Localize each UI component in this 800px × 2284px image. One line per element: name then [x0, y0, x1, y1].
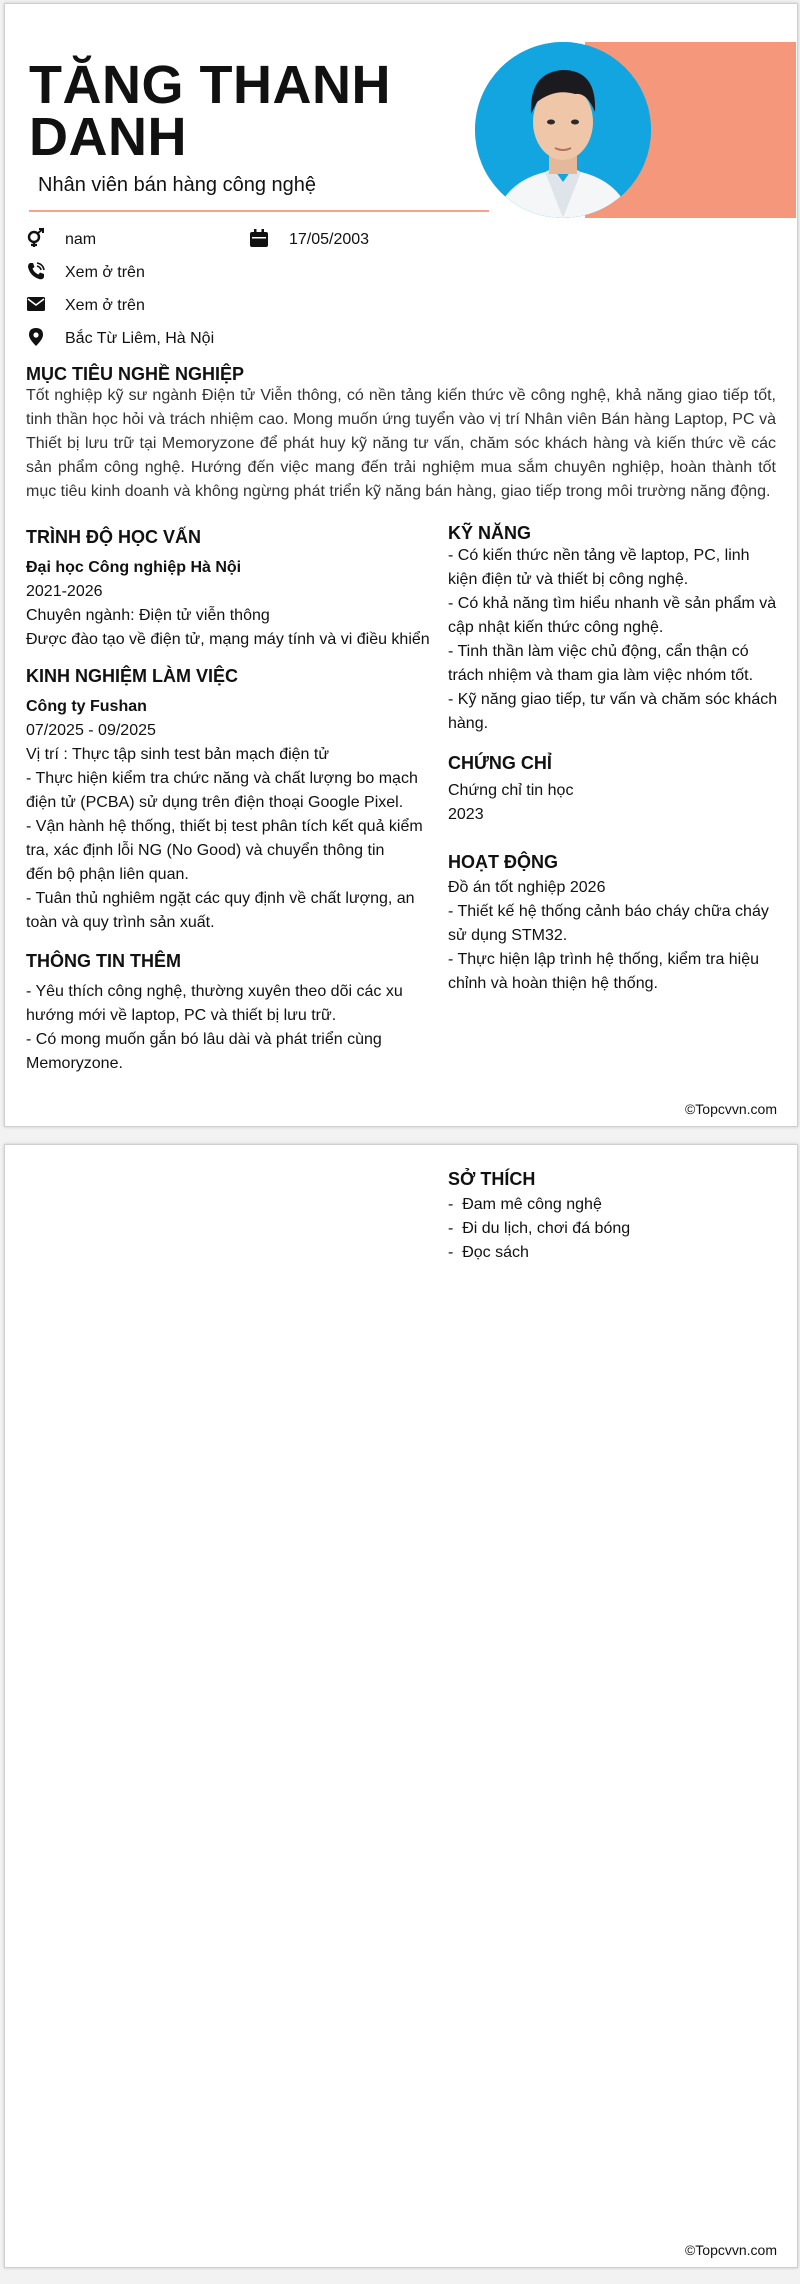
- additional-info-line: hướng mới về laptop, PC và thiết bị lưu trữ.: [26, 1007, 337, 1024]
- address-value: Bắc Từ Liêm, Hà Nội: [65, 330, 215, 347]
- education-period: 2021-2026: [26, 583, 103, 600]
- skills-line: - Tinh thần làm việc chủ động, cẩn thận có: [448, 643, 749, 660]
- experience-line: - Thực hiện kiểm tra chức năng và chất lượng bo mạch: [26, 770, 418, 787]
- location-pin-icon: [26, 327, 46, 347]
- name-line-1: TĂNG THANH: [29, 55, 391, 115]
- activity-line: chỉnh và hoàn thiện hệ thống.: [448, 975, 658, 992]
- experience-line: - Vận hành hệ thống, thiết bị test phân tích kết quả kiểm: [26, 818, 423, 835]
- birthdate-value: 17/05/2003: [289, 231, 370, 248]
- cv-page-2: [4, 1144, 798, 2268]
- cv-page-1: [4, 3, 798, 1127]
- calendar-icon: [249, 228, 269, 248]
- activity-line: sử dụng STM32.: [448, 927, 568, 944]
- certificates-block: [448, 779, 778, 827]
- certificate-name: Chứng chỉ tin học: [448, 782, 574, 799]
- experience-title: KINH NGHIỆM LÀM VIỆC: [26, 666, 239, 686]
- experience-company: Công ty Fushan: [26, 698, 147, 715]
- name-line-2: DANH: [29, 107, 187, 167]
- hobby-item: - Đi du lịch, chơi đá bóng: [448, 1220, 631, 1237]
- hobby-item: - Đam mê công nghệ: [448, 1196, 602, 1213]
- additional-info-title: THÔNG TIN THÊM: [26, 951, 181, 971]
- experience-period: 07/2025 - 09/2025: [26, 722, 156, 739]
- experience-block: [26, 695, 436, 935]
- additional-info-line: - Có mong muốn gắn bó lâu dài và phát triển cùng: [26, 1031, 382, 1048]
- additional-info-line: - Yêu thích công nghệ, thường xuyên theo dõi các xu: [26, 983, 403, 1000]
- skills-line: trách nhiệm và tham gia làm việc nhóm tốt.: [448, 667, 754, 684]
- skills-line: - Kỹ năng giao tiếp, tư vấn và chăm sóc khách: [448, 691, 778, 708]
- candidate-name: [29, 55, 459, 167]
- email-value: Xem ở trên: [65, 297, 145, 314]
- skills-line: hàng.: [448, 715, 489, 732]
- activity-line: Đồ án tốt nghiệp 2026: [448, 879, 606, 896]
- hobbies-title: SỞ THÍCH: [448, 1169, 536, 1189]
- phone-value: Xem ở trên: [65, 264, 145, 281]
- education-description: Được đào tạo về điện tử, mạng máy tính và vi điều khiển: [26, 631, 430, 648]
- skills-title: KỸ NĂNG: [448, 523, 532, 543]
- page-footer-watermark: ©Topcvvn.com: [684, 2242, 777, 2258]
- skills-line: - Có kiến thức nền tảng về laptop, PC, linh: [448, 547, 750, 564]
- additional-info-line: Memoryzone.: [26, 1055, 123, 1072]
- envelope-icon: [26, 294, 46, 314]
- experience-line: tra, xác định lỗi NG (No Good) và chuyển thông tin: [26, 842, 385, 859]
- experience-line: đến bộ phận liên quan.: [26, 866, 189, 883]
- education-school: Đại học Công nghiệp Hà Nội: [26, 559, 242, 576]
- skills-line: cập nhật kiến thức công nghệ.: [448, 619, 664, 636]
- gender-value: nam: [65, 231, 97, 248]
- activities-block: [448, 876, 778, 996]
- phone-icon: [26, 261, 46, 281]
- skills-block: [448, 544, 778, 736]
- education-block: [26, 556, 436, 652]
- skills-line: - Có khả năng tìm hiểu nhanh về sản phẩm và: [448, 595, 777, 612]
- job-title: Nhân viên bán hàng công nghệ: [38, 174, 317, 196]
- skills-line: kiện điện tử và thiết bị công nghệ.: [448, 571, 689, 588]
- objective-text: Tốt nghiệp kỹ sư ngành Điện tử Viễn thông, có nền tảng kiến thức về công nghệ, khả năng giao tiếp tốt, tinh thần học hỏi và trách nhiệm cao. Mong muốn ứng tuyển vào vị trí Nhân viên Bán hàng Laptop, PC và Thiết bị lưu trữ tại Memoryzone để phát huy kỹ năng tư vấn, chăm sóc khách hàng và kiến thức về các sản phẩm công nghệ. Hướng đến việc mang đến trải nghiệm mua sắm chuyên nghiệp, hoàn thành tốt mục tiêu kinh doanh và không ngừng phát triển kỹ năng bán hàng, giao tiếp trong môi trường năng động.: [26, 387, 776, 500]
- gender-icon: [26, 228, 46, 248]
- certificate-year: 2023: [448, 806, 484, 823]
- hobbies-block: [448, 1193, 778, 1265]
- hobby-item: - Đọc sách: [448, 1244, 529, 1261]
- additional-info-block: [26, 980, 436, 1076]
- experience-line: điện tử (PCBA) sử dụng trên điện thoại Google Pixel.: [26, 794, 404, 811]
- activity-line: - Thiết kế hệ thống cảnh báo cháy chữa cháy: [448, 903, 769, 920]
- education-major: Chuyên ngành: Điện tử viễn thông: [26, 607, 270, 624]
- title-divider: [29, 210, 489, 212]
- education-title: TRÌNH ĐỘ HỌC VẤN: [26, 527, 201, 547]
- activities-title: HOẠT ĐỘNG: [448, 852, 558, 872]
- profile-photo: [475, 42, 651, 218]
- page-footer-watermark: ©Topcvvn.com: [684, 1101, 777, 1117]
- objective-title: MỤC TIÊU NGHỀ NGHIỆP: [26, 364, 245, 384]
- certificates-title: CHỨNG CHỈ: [448, 753, 552, 773]
- experience-line: Vị trí : Thực tập sinh test bản mạch điện tử: [26, 746, 330, 763]
- activity-line: - Thực hiện lập trình hệ thống, kiểm tra hiệu: [448, 951, 760, 968]
- experience-line: - Tuân thủ nghiêm ngặt các quy định về chất lượng, an: [26, 890, 415, 907]
- experience-line: toàn và quy trình sản xuất.: [26, 914, 215, 931]
